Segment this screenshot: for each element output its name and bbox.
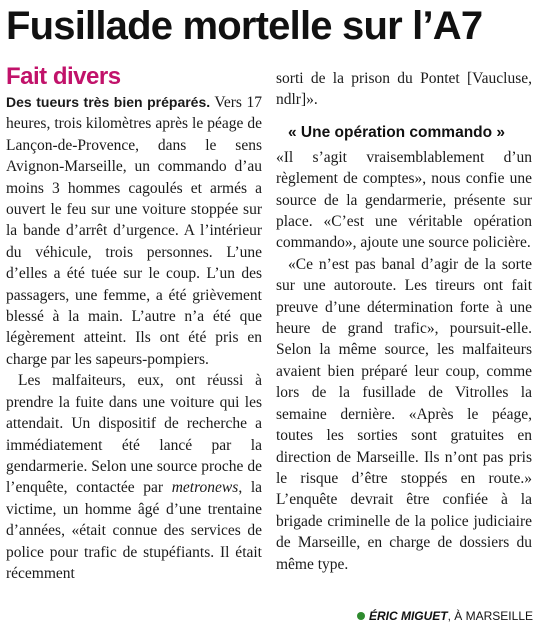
byline	[357, 609, 533, 623]
paragraph-3: «Il s’agit vraisemblablement d’un règlement de comptes», nous confie une source de la gendarmerie, présente sur place. «C’est une véritable opération commando», ajoute une source policière.	[276, 148, 532, 252]
paragraph-2-text-b: , la victime, un homme âgé d’une trentaine d’années, «était connue des services de police pour trafic de stupéfiants. Il était récemment	[6, 479, 262, 582]
paragraph-2-source: metronews	[171, 479, 239, 497]
article-column-right	[276, 68, 532, 575]
byline-place: , À MARSEILLE	[447, 609, 533, 623]
subheading: « Une opération commando »	[288, 123, 506, 141]
paragraph-1	[6, 92, 262, 370]
bullet-icon	[357, 612, 365, 620]
byline-author: ÉRIC MIGUET	[368, 609, 448, 623]
paragraph-1-text: Vers 17 heures, trois kilomètres après le péage de Lançon-de-Provence, dans le sens Avignon-Marseille, un commando d’au moins 3 hommes cagoulés et armés a ouvert le feu sur une voiture stoppée sur la bande d’arrêt d’urgence. A l’intérieur du véhicule, trois personnes. L’une d’elles a été tuée sur le coup. L’un des passagers, une femme, a été grièvement blessé à la main. L’autre n’a été que légèrement atteint. Ils ont été pris en charge par les sapeurs-pompiers.	[6, 94, 262, 368]
lead-in: Des tueurs très bien préparés.	[6, 94, 211, 110]
article-column-left	[6, 64, 262, 584]
paragraph-2	[6, 370, 262, 584]
paragraph-4: «Ce n’est pas banal d’agir de la sorte sur une autoroute. Les tireurs ont fait preuve d’une détermination forte à une heure de grand trafic», poursuit-elle. Selon la même source, les malfaiteurs avaient bien préparé leur coup, comme lors de la fusillade de Vitrolles la semaine dernière. «Après le péage, toutes les sorties sont gratuites en direction de Marseille. Ils n’ont pas pris le risque d’être stoppés en route.» L’enquête devrait être confiée à la brigade criminelle de la police judiciaire de Marseille, en charge de dossiers du même type.	[276, 255, 532, 573]
paragraph-2-continued: sorti de la prison du Pontet [Vaucluse, ndlr]».	[276, 70, 532, 109]
section-rubric: Fait divers	[6, 63, 121, 90]
headline: Fusillade mortelle sur l’A7	[6, 4, 483, 48]
paragraph-2-text-a: Les malfaiteurs, eux, ont réussi à prendre la fuite dans une voiture qui les attendait. Un dispositif de recherche a immédiatement été lancé par la gendarmerie. Selon une source proche de l’enquête, contactée par	[6, 372, 262, 497]
